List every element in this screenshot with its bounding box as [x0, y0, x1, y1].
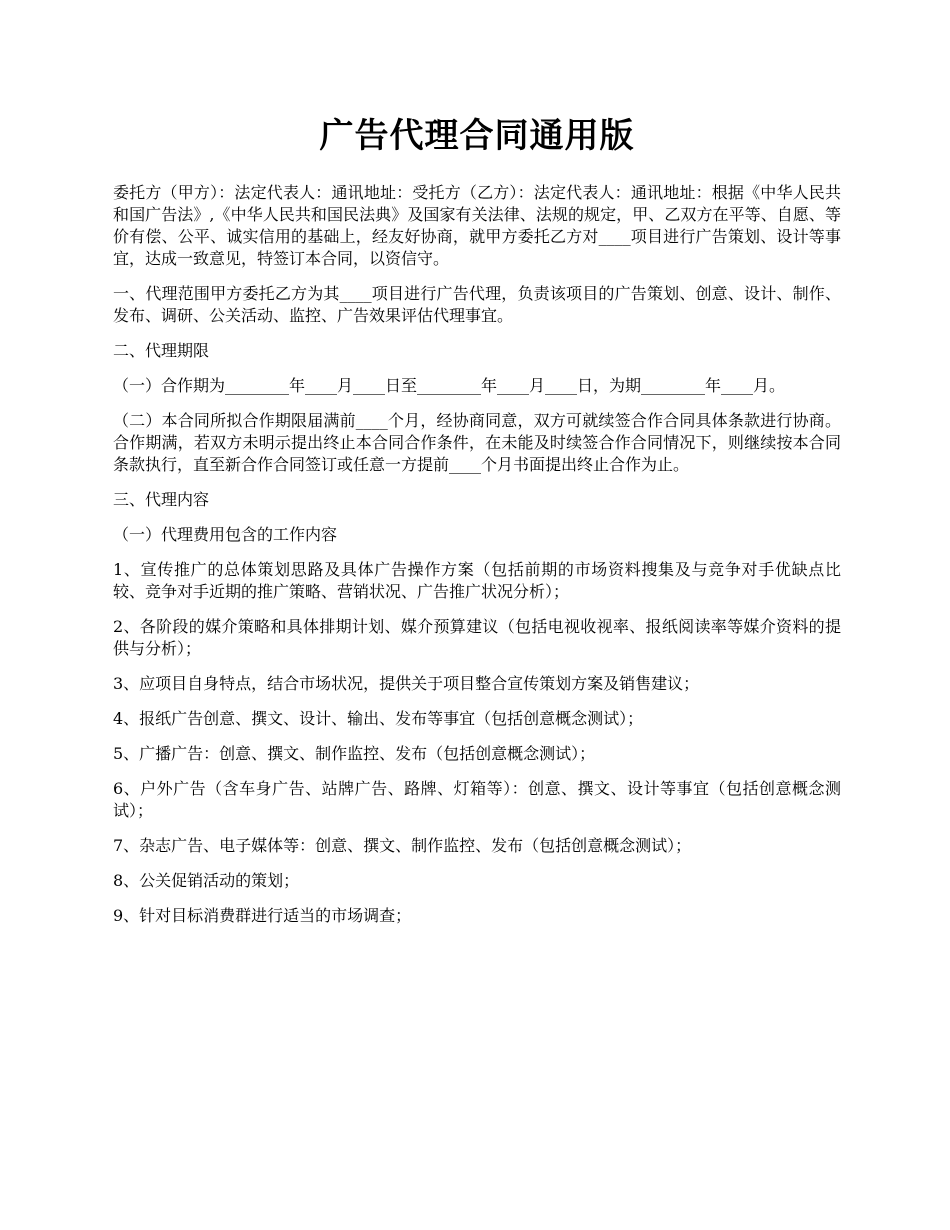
list-item: 4、报纸广告创意、撰文、设计、输出、发布等事宜（包括创意概念测试）； — [113, 709, 644, 728]
section-heading-term: 二、代理期限 — [113, 341, 210, 360]
list-item: 5、广播广告：创意、撰文、制作监控、发布（包括创意概念测试）； — [113, 744, 596, 763]
term-clause-1: （一）合作期为________年____月____日至________年____月____日，为期________年____月。 — [113, 376, 786, 395]
list-item: 1、宣传推广的总体策划思路及具体广告操作方案（包括前期的市场资料搜集及与竞争对手优缺点比较、竞争对手近期的推广策略、营销状况、广告推广状况分析）； — [113, 560, 841, 601]
list-item: 2、各阶段的媒介策略和具体排期计划、媒介预算建议（包括电视收视率、报纸阅读率等媒介资料的提供与分析）； — [113, 617, 841, 658]
term-clause-2: （二）本合同所拟合作期限届满前____个月，经协商同意，双方可就续签合作合同具体条款进行协商。合作期满，若双方未明示提出终止本合同合作条件，在未能及时续签合作合同情况下，则继续按本合同条款执行，直至新合作合同签订或任意一方提前____个月书面提出终止合作为止。 — [113, 411, 841, 474]
list-item: 9、针对目标消费群进行适当的市场调查； — [113, 906, 412, 925]
list-item: 6、户外广告（含车身广告、站牌广告、路牌、灯箱等）：创意、撰文、设计等事宜（包括创意概念测试）； — [113, 779, 841, 820]
list-item: 8、公关促销活动的策划； — [113, 871, 300, 890]
document-title: 广告代理合同通用版 — [319, 116, 635, 156]
document-page — [113, 112, 841, 940]
list-item: 7、杂志广告、电子媒体等：创意、撰文、制作监控、发布（包括创意概念测试）； — [113, 836, 692, 855]
list-item: 3、应项目自身特点，结合市场状况，提供关于项目整合宣传策划方案及销售建议； — [113, 674, 700, 693]
section-heading-content: 三、代理内容 — [113, 490, 210, 509]
scope-paragraph: 一、代理范围甲方委托乙方为其____项目进行广告代理，负责该项目的广告策划、创意、设计、制作、发布、调研、公关活动、监控、广告效果评估代理事宜。 — [113, 284, 841, 325]
preamble-paragraph: 委托方（甲方）：法定代表人：通讯地址：受托方（乙方）：法定代表人：通讯地址：根据《中华人民共和国广告法》,《中华人民共和国民法典》及国家有关法律、法规的规定，甲、乙双方在平等、自愿、等价有偿、公平、诚实信用的基础上，经友好协商，就甲方委托乙方对____项目进行广告策划、设计等事宜，达成一致意见，特签订本合同，以资信守。 — [113, 183, 841, 268]
subsection-heading-work: （一）代理费用包含的工作内容 — [113, 525, 338, 544]
